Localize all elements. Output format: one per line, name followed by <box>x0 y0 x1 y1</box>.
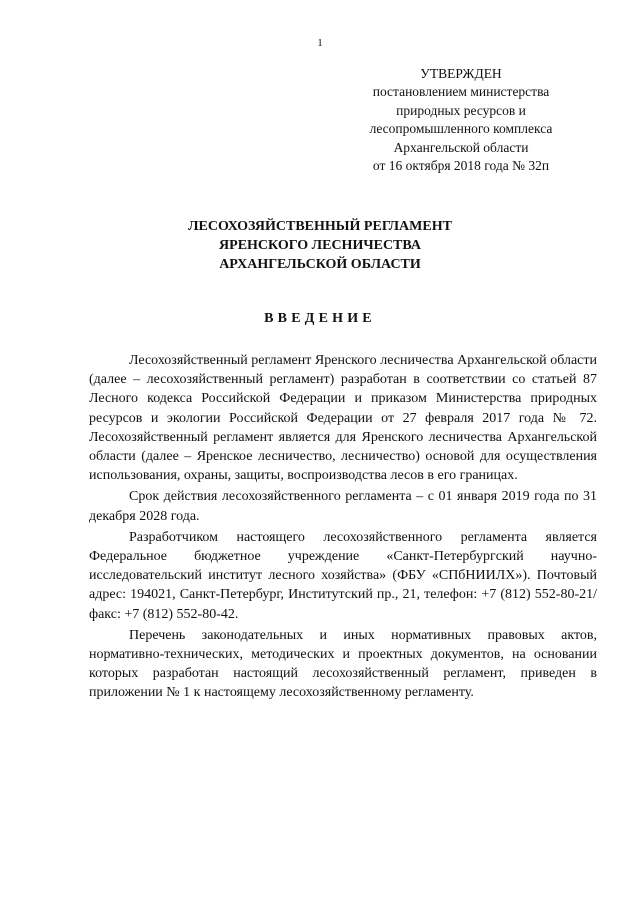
approval-line: природных ресурсов и <box>396 102 526 118</box>
page-number: 1 <box>317 37 323 49</box>
approval-line: Архангельской области <box>393 139 529 155</box>
body-text <box>89 351 597 703</box>
title-line: ЛЕСОХОЗЯЙСТВЕННЫЙ РЕГЛАМЕНТ <box>188 219 452 234</box>
approval-line: постановлением министерства <box>372 84 550 100</box>
paragraph: Срок действия лесохозяйственного регламента – с 01 января 2019 года по 31 декабря 2028 года. <box>89 489 597 524</box>
approval-line: от 16 октября 2018 года № 32п <box>372 158 550 174</box>
paragraph: Лесохозяйственный регламент Яренского лесничества Архангельской области (далее – лесохозяйственный регламент) разработан в соответствии со статьей 87 Лесного кодекса Российской Федерации и приказом Министерства природных ресурсов и экологии Российской Федерации от 27 февраля 2017 года № 72. Лесохозяйственный регламент является для Яренского лесничества Архангельской области (далее – Яренское лесничество, лесничество) основой для осуществления использования, охраны, защиты, воспроизводства лесов в его границах. <box>89 353 597 484</box>
paragraph: Перечень законодательных и иных нормативных правовых актов, нормативно-технических, методических и проектных документов, на основании которых разработан настоящий лесохозяйственный регламент, приведен в приложении № 1 к настоящему лесохозяйственному регламенту. <box>89 627 597 701</box>
approval-line: УТВЕРЖДЕН <box>420 66 502 81</box>
section-heading: ВВЕДЕНИЕ <box>264 311 376 326</box>
title-line: АРХАНГЕЛЬСКОЙ ОБЛАСТИ <box>219 257 421 272</box>
title-line: ЯРЕНСКОГО ЛЕСНИЧЕСТВА <box>219 238 421 253</box>
paragraph: Разработчиком настоящего лесохозяйственного регламента является Федеральное бюджетное учреждение «Санкт-Петербургский научно-исследовательский институт лесного хозяйства» (ФБУ «СПбНИИЛХ»). Почтовый адрес: 194021, Санкт-Петербург, Институтский пр., 21, телефон: +7 (812) 552-80-21/ факс: +7 (812) 552-80-42. <box>89 529 597 622</box>
document-title <box>0 217 640 274</box>
approval-stamp <box>345 65 577 175</box>
approval-line: лесопромышленного комплекса <box>369 121 553 137</box>
